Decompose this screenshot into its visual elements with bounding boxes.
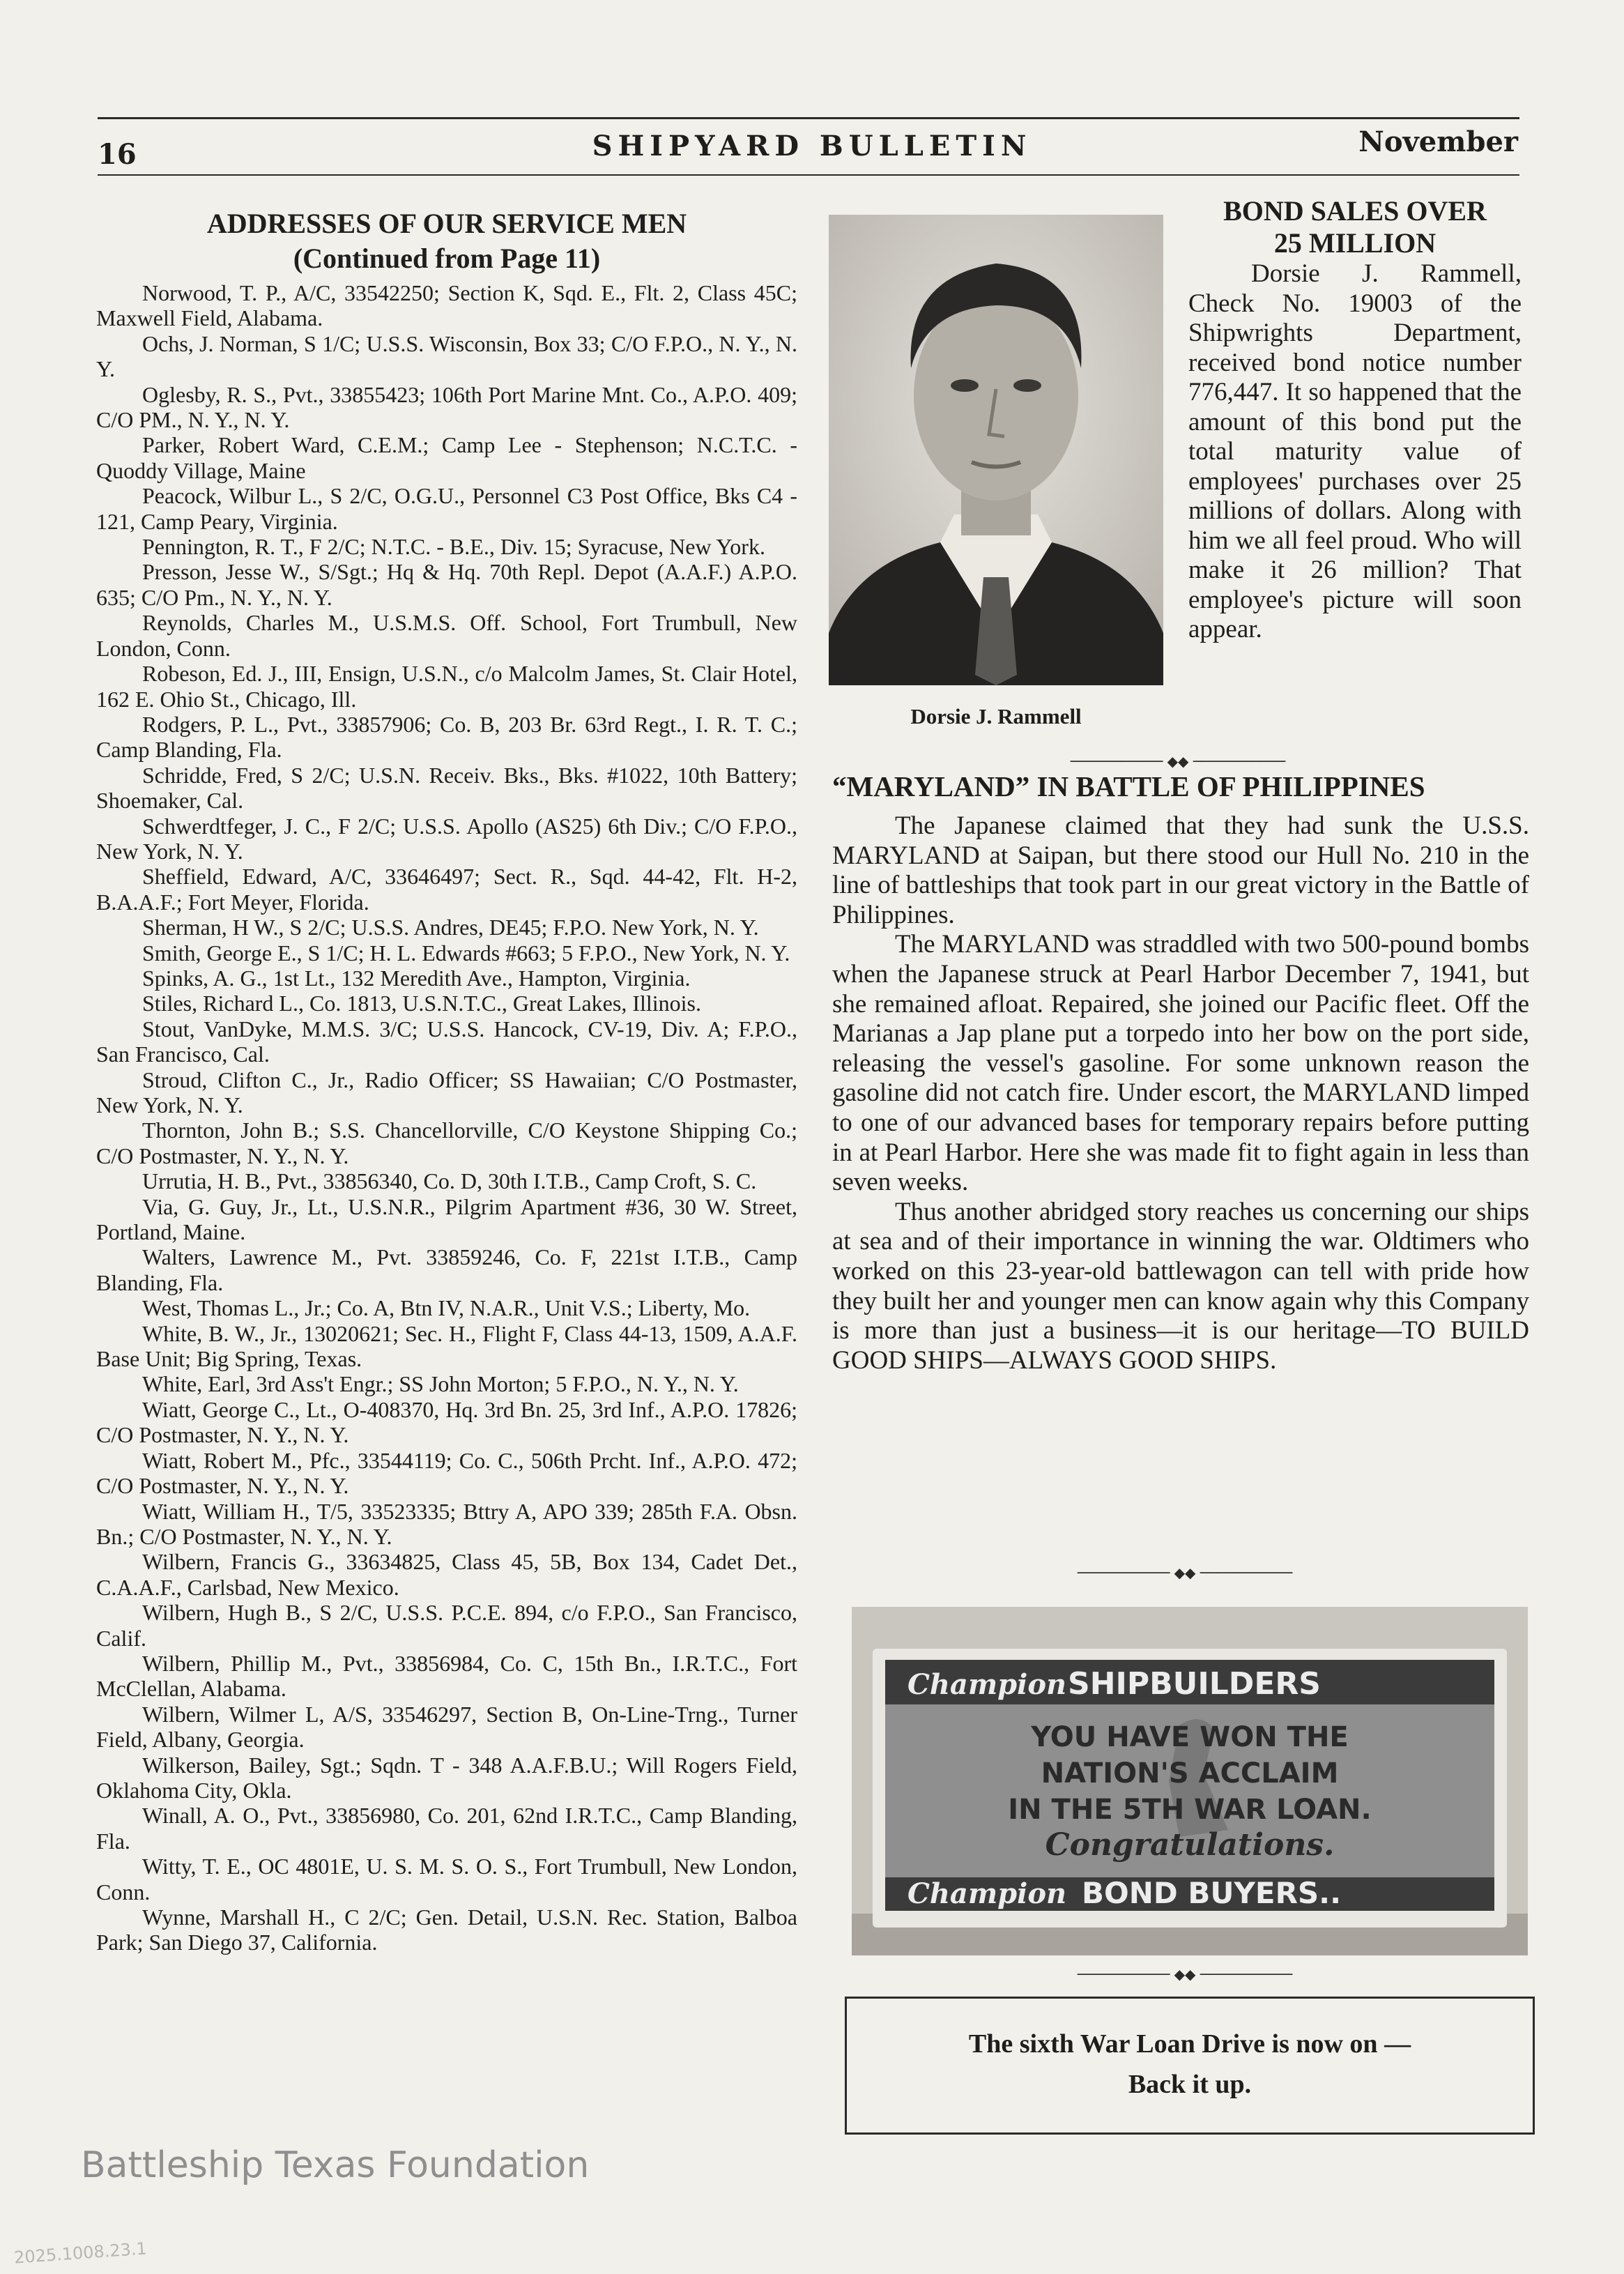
address-entry: Robeson, Ed. J., III, Ensign, U.S.N., c/o Malcolm James, St. Clair Hotel, 162 E. Ohio St., Chicago, Ill. [96,661,797,712]
addresses-heading: ADDRESSES OF OUR SERVICE MEN [206,208,687,239]
billboard-line5: Congratulations. [1045,1827,1335,1863]
address-entry: Wilbern, Phillip M., Pvt., 33856984, Co. C, 15th Bn., I.R.T.C., Fort McClellan, Alabama. [96,1650,797,1702]
publication-title: SHIPYARD BULLETIN [592,130,1032,162]
address-entry: Pennington, R. T., F 2/C; N.T.C. - B.E., Div. 15; Syracuse, New York. [142,534,765,560]
address-entry: Schwerdtfeger, J. C., F 2/C; U.S.S. Apollo (AS25) 6th Div.; C/O F.P.O., New York, N. Y. [96,813,797,864]
address-entry: Wiatt, George C., Lt., O-408370, Hq. 3rd Bn. 25, 3rd Inf., A.P.O. 17826; C/O Postmaster, N. Y., N. Y. [96,1396,797,1448]
address-entry: Peacock, Wilbur L., S 2/C, O.G.U., Personnel C3 Post Office, Bks C4 - 121, Camp Peary, Virginia. [96,483,797,534]
billboard-line6-caps: BOND BUYERS.. [1082,1876,1342,1910]
address-entry: Stroud, Clifton C., Jr., Radio Officer; SS Hawaiian; C/O Postmaster, New York, N. Y. [96,1067,797,1117]
portrait-photo [829,215,1163,685]
address-entry: Schridde, Fred, S 2/C; U.S.N. Receiv. Bks., Bks. #1022, 10th Battery; Shoemaker, Cal. [96,762,797,814]
address-entry: Parker, Robert Ward, C.E.M.; Camp Lee - Stephenson; N.C.T.C. - Quoddy Village, Maine [96,432,797,483]
accession-number: 2025.1008.23.1 [13,2238,148,2268]
address-list [96,280,797,1955]
header-rule-bottom [98,174,1519,176]
address-entry: Oglesby, R. S., Pvt., 33855423; 106th Port Marine Mnt. Co., A.P.O. 409; C/O PM., N. Y., N. Y. [96,381,797,433]
address-entry: Wilbern, Francis G., 33634825, Class 45, 5B, Box 134, Cadet Det., C.A.A.F., Carlsbad, New Mexico. [96,1549,797,1600]
billboard-line6-script: Champion [907,1877,1067,1910]
address-entry: Sherman, H W., S 2/C; U.S.S. Andres, DE45; F.P.O. New York, N. Y. [142,915,759,940]
address-entry: White, B. W., Jr., 13020621; Sec. H., Flight F, Class 44-13, 1509, A.A.F. Base Unit; Big Spring, Texas. [96,1320,797,1372]
maryland-paragraph: The Japanese claimed that they had sunk the U.S.S. MARYLAND at Saipan, but there stood our Hull No. 210 in the line of battleships that took part in our great victory in the Battle of Philippines. [832,811,1529,929]
billboard-line1-caps: SHIPBUILDERS [1068,1666,1321,1702]
address-entry: White, Earl, 3rd Ass't Engr.; SS John Morton; 5 F.P.O., N. Y., N. Y. [142,1371,739,1397]
divider-ornament: ─────────── ◆◆ ─────────── [1070,753,1286,770]
billboard-line2: YOU HAVE WON THE [1031,1721,1349,1753]
address-entry: Winall, A. O., Pvt., 33856980, Co. 201, 62nd I.R.T.C., Camp Blanding, Fla. [96,1803,797,1854]
bond-sales-article [1188,195,1522,645]
addresses-column [96,206,797,1955]
address-entry: Walters, Lawrence M., Pvt. 33859246, Co. F, 221st I.T.B., Camp Blanding, Fla. [96,1244,797,1295]
address-entry: Rodgers, P. L., Pvt., 33857906; Co. B, 203 Br. 63rd Regt., I. R. T. C.; Camp Blanding, Fla. [96,711,797,763]
address-entry: Spinks, A. G., 1st Lt., 132 Meredith Ave., Hampton, Virginia. [142,965,691,991]
war-loan-notice [845,1997,1535,2135]
addresses-subheading: (Continued from Page 11) [293,243,601,274]
address-entry: Via, G. Guy, Jr., Lt., U.S.N.R., Pilgrim Apartment #36, 30 W. Street, Portland, Maine. [96,1193,797,1245]
address-entry: Wiatt, William H., T/5, 33523335; Bttry A, APO 339; 285th F.A. Obsn. Bn.; C/O Postmaster, N. Y., N. Y. [96,1498,797,1549]
billboard-line3: NATION'S ACCLAIM [1041,1757,1339,1790]
address-entry: Stout, VanDyke, M.M.S. 3/C; U.S.S. Hancock, CV-19, Div. A; F.P.O., San Francisco, Cal. [96,1016,797,1067]
address-entry: Wilbern, Hugh B., S 2/C, U.S.S. P.C.E. 894, c/o F.P.O., San Francisco, Calif. [96,1600,797,1651]
watermark: Battleship Texas Foundation [81,2144,590,2186]
header-rule-top [98,117,1519,119]
address-entry: Smith, George E., S 1/C; H. L. Edwards #663; 5 F.P.O., New York, N. Y. [142,940,790,966]
bond-sales-heading-line2: 25 MILLION [1273,227,1437,259]
portrait-illustration [829,215,1163,685]
address-entry: Sheffield, Edward, A/C, 33646497; Sect. R., Sqd. 44-42, Flt. H-2, B.A.A.F.; Fort Meyer, Florida. [96,864,797,915]
maryland-paragraph: Thus another abridged story reaches us concerning our ships at sea and of their importance in winning the war. Oldtimers who worked on this 23-year-old battlewagon can tell with pride how they built her and younger men can know again why this Company is more than just a business—it is our heritage—TO BUILD GOOD SHIPS—ALWAYS GOOD SHIPS. [832,1197,1529,1375]
address-entry: Urrutia, H. B., Pvt., 33856340, Co. D, 30th I.T.B., Camp Croft, S. C. [142,1168,757,1194]
billboard-line4: IN THE 5TH WAR LOAN. [1008,1794,1372,1826]
maryland-article [832,770,1529,1375]
page-number: 16 [98,138,137,171]
billboard-photo [852,1607,1528,1955]
maryland-paragraph: The MARYLAND was straddled with two 500-pound bombs when the Japanese struck at Pearl Harbor December 7, 1941, but she remained afloat. Repaired, she joined our Pacific fleet. Off the Marianas a Jap plane put a torpedo into her bow on the port side, releasing the vessel's gasoline. For some unknown reason the gasoline did not catch fire. Under escort, the MARYLAND limped to one of our advanced bases for temporary repairs before putting in at Pearl Harbor. Here she was made fit to fight again in less than seven weeks. [832,930,1529,1197]
issue-month: November [1358,125,1518,158]
billboard-line1-script: Champion [907,1668,1067,1701]
address-entry: Presson, Jesse W., S/Sgt.; Hq & Hq. 70th Repl. Depot (A.A.F.) A.P.O. 635; C/O Pm., N. Y., N. Y. [96,559,797,610]
address-entry: Witty, T. E., OC 4801E, U. S. M. S. O. S., Fort Trumbull, New London, Conn. [96,1854,797,1905]
war-loan-line1: The sixth War Loan Drive is now on — [968,2029,1411,2059]
address-entry: Wiatt, Robert M., Pfc., 33544119; Co. C., 506th Prcht. Inf., A.P.O. 472; C/O Postmaster, N. Y., N. Y. [96,1447,797,1499]
portrait-caption: Dorsie J. Rammell [910,704,1082,728]
bond-sales-body: Dorsie J. Rammell, Check No. 19003 of the Shipwrights Department, received bond notice number 776,447. It so happened that the amount of this bond put the total maturity value of employees' purchases over 25 millions of dollars. Along with him we all feel proud. Who will make it 26 million? That employee's picture will soon appear. [1188,259,1522,643]
address-entry: Thornton, John B.; S.S. Chancellorville, C/O Keystone Shipping Co.; C/O Postmaster, N. Y., N. Y. [96,1117,797,1168]
address-entry: Wilbern, Wilmer L, A/S, 33546297, Section B, On-Line-Trng., Turner Field, Albany, Georgia. [96,1701,797,1753]
address-entry: Norwood, T. P., A/C, 33542250; Section K, Sqd. E., Flt. 2, Class 45C; Maxwell Field, Alabama. [96,280,797,331]
billboard-illustration [852,1607,1528,1955]
address-entry: West, Thomas L., Jr.; Co. A, Btn IV, N.A.R., Unit V.S.; Liberty, Mo. [142,1295,751,1321]
address-entry: Reynolds, Charles M., U.S.M.S. Off. School, Fort Trumbull, New London, Conn. [96,610,797,661]
bond-sales-heading-line1: BOND SALES OVER [1223,195,1487,227]
war-loan-line2: Back it up. [1128,2070,1252,2099]
address-entry: Wynne, Marshall H., C 2/C; Gen. Detail, U.S.N. Rec. Station, Balboa Park; San Diego 37, California. [96,1905,797,1955]
divider-ornament: ─────────── ◆◆ ─────────── [1077,1564,1293,1581]
divider-ornament: ─────────── ◆◆ ─────────── [1077,1966,1293,1983]
maryland-heading: “MARYLAND” IN BATTLE OF PHILIPPINES [832,770,1425,802]
address-entry: Stiles, Richard L., Co. 1813, U.S.N.T.C., Great Lakes, Illinois. [142,991,701,1016]
address-entry: Ochs, J. Norman, S 1/C; U.S.S. Wisconsin, Box 33; C/O F.P.O., N. Y., N. Y. [96,330,797,382]
address-entry: Wilkerson, Bailey, Sgt.; Sqdn. T - 348 A.A.F.B.U.; Will Rogers Field, Oklahoma City, Okla. [96,1752,797,1803]
